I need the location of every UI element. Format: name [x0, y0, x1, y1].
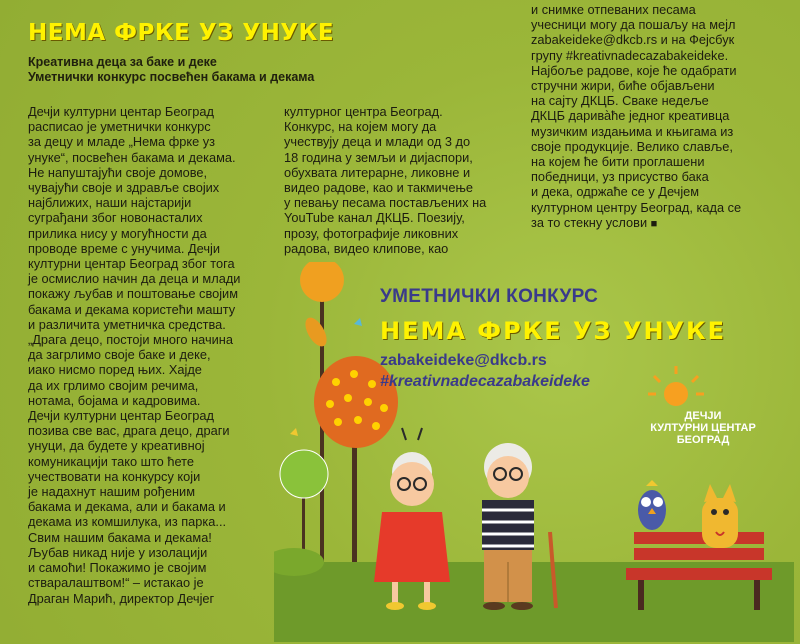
poster-email: zabakeideke@dkcb.rs	[380, 352, 547, 369]
column-3-text: и снимке отпеваних песама учесници могу да пошаљу на мејл zabakeideke@dkcb.rs и на Фејсбук групу #kreativnadecazabakeideke. Најбоље радове, које ће одабрати стручни жири, биће објављени на сајту ДКЦБ. Сваке недеље ДКЦБ дарива̀ће једног креативца музичким издањима и књигама из своје продукције. Велико славље, на којем ће бити проглашени победници, уз присуство бака и дека, одржаће се у Дечјем културном центру Београд, када се за то стекну услови	[531, 2, 742, 230]
end-mark: ■	[650, 217, 658, 230]
sun-logo-icon	[648, 366, 704, 406]
subtitle-line-2: Уметнички конкурс посвећен бакама и декама	[28, 70, 315, 84]
bird-figure	[638, 480, 666, 530]
poster-title: НЕМА ФРКЕ УЗ УНУКЕ	[380, 317, 727, 345]
article-column-1: Дечји културни центар Београд расписао је уметнички конкурс за децу и младе „Нема фрке уз унуке“, посвећен бакама и декама. Не напуштајући своје домове, чувајући своје и здравље својих најближих, наши најстарији суграђани због новонасталих прилика нису у могућности да проводе време с унучима. Дечји културни центар Београд због тога је осмислио начин да деца и млади покажу љубав и поштовање својим бакама и декама користећи машту и различита уметничка средства. „Драга децо, постоји много начина да загрлимо своје баке и деке, иако нисмо поред њих. Хајде да их грлимо својим речима, нотама, бојама и кадровима. Дечји културни центар Београд позива све вас, драга децо, драги унуци, да будете у креативној комуникацији тако што ћете учествовати на конкурсу који је надахнут нашим рођеним бакама и декама, али и бакама и декама из комшилука, из парка... Свим нашим бакама и декама! Љубав никад није у изолацији и самоћи! Покажимо је својим стваралаштвом!“ – истакао је Драган Марић, директор Дечјег	[28, 104, 241, 606]
article-column-2: културног центра Београд. Конкурс, на којем могу да учествују деца и млади од 3 до 18 година у земљи и дијаспори, обухвата литерарне, ликовне и видео радове, као и такмичење у певању песама постављених на YouTube канал ДКЦБ. Поезију, прозу, фотографије ликовних радова, видео клипове, као	[284, 104, 487, 256]
article-subtitle	[28, 55, 368, 85]
poster-hashtag: #kreativnadecazabakeideke	[380, 373, 590, 390]
butterfly-icon	[354, 318, 362, 326]
organization-logo-text: ДЕЧЈИ КУЛТУРНИ ЦЕНТАР БЕОГРАД	[650, 410, 756, 446]
poster-heading: УМЕТНИЧКИ КОНКУРС	[380, 286, 599, 307]
article-column-3	[531, 2, 779, 232]
article-title: НЕМА ФРКЕ УЗ УНУКЕ	[28, 20, 335, 46]
cat-figure	[702, 484, 738, 548]
subtitle-line-1: Креативна деца за баке и деке	[28, 55, 217, 69]
